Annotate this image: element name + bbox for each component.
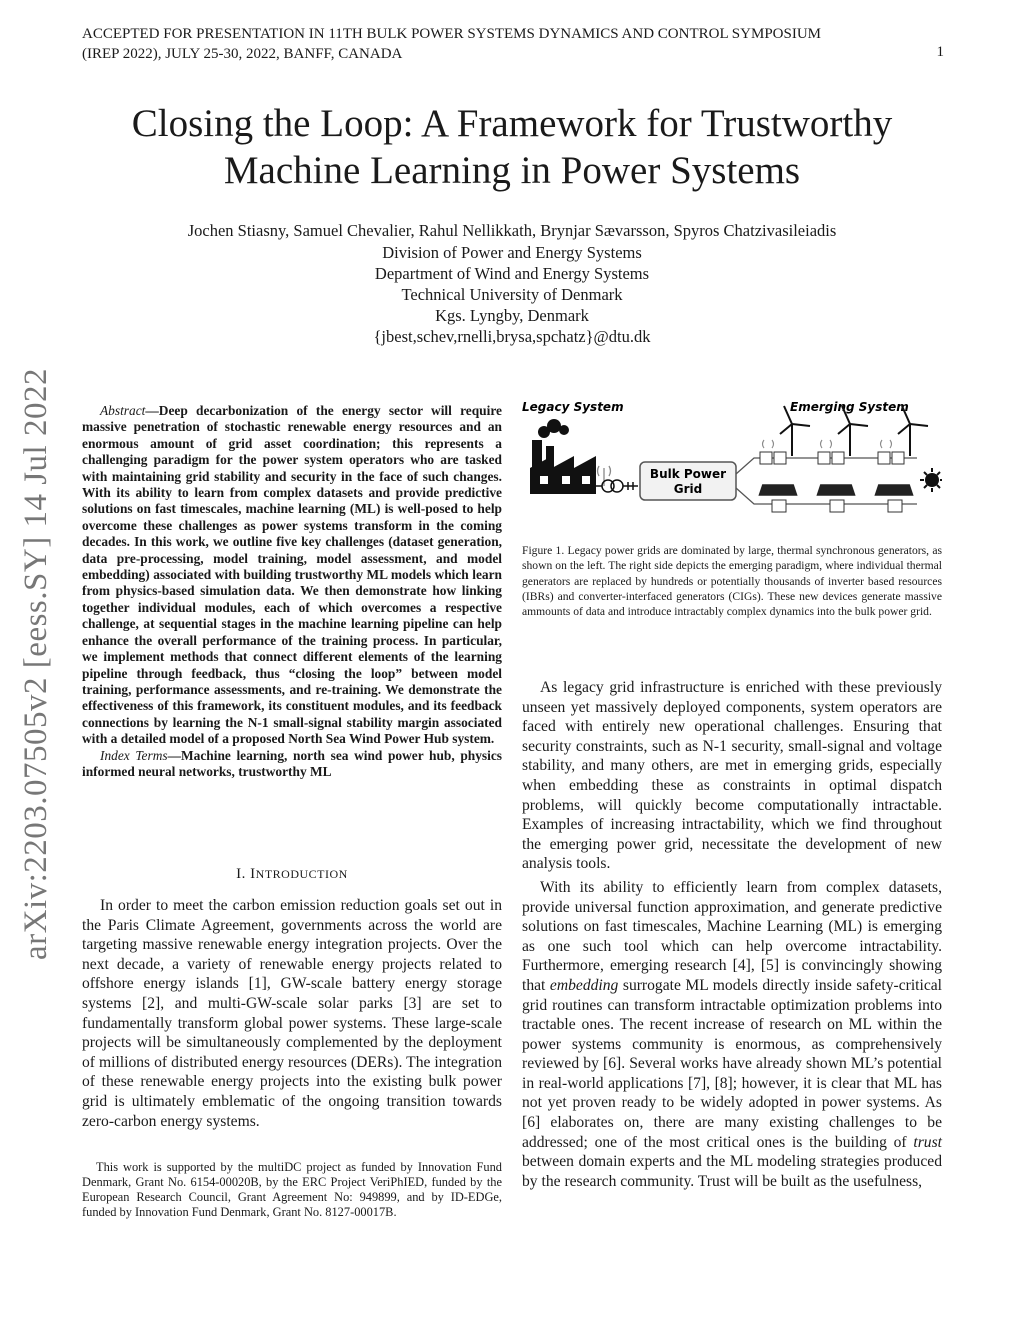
affiliation-division: Division of Power and Energy Systems [382, 243, 642, 262]
grid-connection-lines [736, 458, 917, 504]
title-line-2: Machine Learning in Power Systems [223, 149, 801, 192]
ml-emphasis-embedding: embedding [549, 976, 619, 994]
section-title-rest: NTRODUCTION [255, 867, 348, 881]
grid-label-line-2: Grid [673, 482, 703, 496]
solar-panel-icons [758, 484, 914, 496]
right-column-body [522, 678, 942, 1195]
index-terms-label: Index Terms [100, 747, 168, 763]
index-terms-text: —Machine learning, north sea wind power hub, physics informed neural networks, trustworthy ML [82, 747, 502, 779]
abstract [82, 403, 502, 780]
affiliation-city: Kgs. Lyngby, Denmark [435, 306, 589, 325]
section-heading-introduction [82, 866, 502, 883]
running-header [82, 24, 952, 64]
section-first-letter: I [250, 866, 256, 882]
emerging-system-label: Emerging System [790, 400, 909, 414]
antenna-icon [598, 466, 611, 486]
figure-1 [522, 396, 942, 531]
grid-label-line-1: Bulk Power [649, 467, 727, 481]
affiliation-department: Department of Wind and Energy Systems [374, 264, 650, 283]
page-number: 1 [936, 44, 944, 60]
bulk-power-grid-box [640, 462, 736, 500]
figure-1-caption: Figure 1. Legacy power grids are dominated by large, thermal synchronous generators, as shown on the left. The right side depicts the emerging paradigm, where individual thermal generators are replaced by hundreds or potentially thousands of inverter based resources (IBRs) and converter-interfaced generators (CIGs). These new devices generate massive ammounts of data and introduce intractably complex dynamics into the bulk power grid. [522, 544, 942, 619]
title-line-1: Closing the Loop: A Framework for Trustworthy [131, 102, 893, 145]
ml-text-c: between domain experts and the ML modeling strategies produced by the research community. Trust will be built as the usefulness, [522, 1153, 942, 1190]
transformer-icon [596, 480, 638, 492]
paragraph-legacy-infrastructure: As legacy grid infrastructure is enriched with these previously unseen yet massively deployed components, system operators are faced with entirely new operational challenges. Ensuring that security constraints, such as N-1 security, small-signal and voltage stability, and many others, are met in emerging grids, especially when embedding these as constraints in optimal dispatch problems, will quickly become computationally intractable. Examples of increasing intractability, which we find throughout the emerging power grid, necessitate the development of new analysis tools. [522, 679, 942, 873]
paper-title [0, 100, 1024, 194]
abstract-text: —Deep decarbonization of the energy sector will require massive penetration of stochastic renewable energy resources and an enormous amount of grid asset coordination; this represents a challenging paradigm for the power system operators who are tasked with maintaining grid stability and security in the face of such changes. With its ability to learn from complex datasets and provide predictive solutions on fast timescales, machine learning (ML) is well-posed to help overcome these challenges as power systems transform in the coming decades. In this work, we outline five key challenges (dataset generation, data pre-processing, model training, model assessment, and model embedding) associated with building trustworthy ML models which learn from physics-based simulation data. We then demonstrate how linking together individual modules, each of which overcomes a respective challenge, at sequential stages in the machine learning pipeline can help enhance the overall performance of the training process. In particular, we implement methods that connect different elements of the learning pipeline through feedback, thus “closing the loop” between model training, performance assessments, and re-training. We demonstrate the effectiveness of this framework, its constituent modules, and its feedback connections by learning the N-1 small-signal stability margin associated with a detailed model of a proposed North Sea Wind Power Hub system. [82, 403, 502, 747]
section-number: I. [236, 866, 251, 882]
funding-footnote: This work is supported by the multiDC project as funded by Innovation Fund Denmark, Grant No. 6154-00020B, by the ERC Project VeriPhIED, funded by the European Research Council, Grant Agreement No: 949899, and by ID-EDGe, funded by Innovation Fund Denmark, Grant No. 8127-00017B. [82, 1160, 502, 1219]
figure-1-diagram [522, 396, 942, 531]
abstract-label: Abstract [100, 403, 146, 418]
sun-icon [920, 468, 942, 492]
paragraph-ml-tool [522, 878, 942, 1192]
ml-text-a: With its ability to efficiently learn from complex datasets, provide universal function approximation, and generate predictive solutions on fast timescales, Machine Learning (ML) is emerging as one such tool which can help overcome intractability. Furthermore, emerging research [4], [5] is convincingly showing that [522, 878, 942, 994]
affiliation-university: Technical University of Denmark [401, 285, 623, 304]
introduction-body [82, 896, 502, 1135]
ml-emphasis-trust: trust [913, 1133, 942, 1151]
author-list: Jochen Stiasny, Samuel Chevalier, Rahul Nellikkath, Brynjar Sævarsson, Spyros Chatzivasileiadis [187, 221, 837, 240]
emerging-antenna-icons [763, 440, 892, 448]
footnote [82, 1160, 502, 1220]
intro-paragraph: In order to meet the carbon emission reduction goals set out in the Paris Climate Agreement, governments across the world are targeting massive renewable energy integration projects. Over the next decade, a variety of renewable energy projects related to offshore energy islands [1], GW-scale battery energy storage systems [2], and multi-GW-scale solar parks [3] are set to fundamentally transform global power systems. These large-scale projects will be simultaneously complemented by the deployment of millions of distributed energy resources (DERs). The integration of these renewable energy projects into the existing bulk power grid is ultimately emblematic of the ongoing transition towards zero-carbon energy systems. [82, 897, 502, 1130]
converter-icons-top [760, 452, 904, 464]
author-block [0, 220, 1024, 347]
author-emails: {jbest,schev,rnelli,brysa,spchatz}@dtu.dk [373, 327, 651, 346]
converter-icons-bottom [772, 500, 902, 512]
ml-text-b: surrogate ML models directly inside safety-critical grid routines can transform intractable optimization problems into tractable ones. The recent increase of research on ML within the power systems community is enormous, as comprehensively reviewed by [6]. Several works have already shown ML’s potential in real-world applications [7], [8]; however, it is clear that ML has not yet proven ready to be widely adopted in power systems. As [6] elaborates on, there are many existing challenges to be addressed; one of the most critical ones is the building of [522, 976, 942, 1151]
arxiv-id: arXiv:2203.07505v2 [eess.SY] 14 Jul 2022 [18, 368, 54, 960]
factory-icon [530, 419, 596, 494]
header-line-1: ACCEPTED FOR PRESENTATION IN 11TH BULK POWER SYSTEMS DYNAMICS AND CONTROL SYMPOSIUM [82, 26, 822, 42]
legacy-system-label: Legacy System [522, 400, 624, 414]
arxiv-stamp [18, 360, 58, 960]
header-line-2: (IREP 2022), JULY 25-30, 2022, BANFF, CANADA [82, 46, 403, 62]
